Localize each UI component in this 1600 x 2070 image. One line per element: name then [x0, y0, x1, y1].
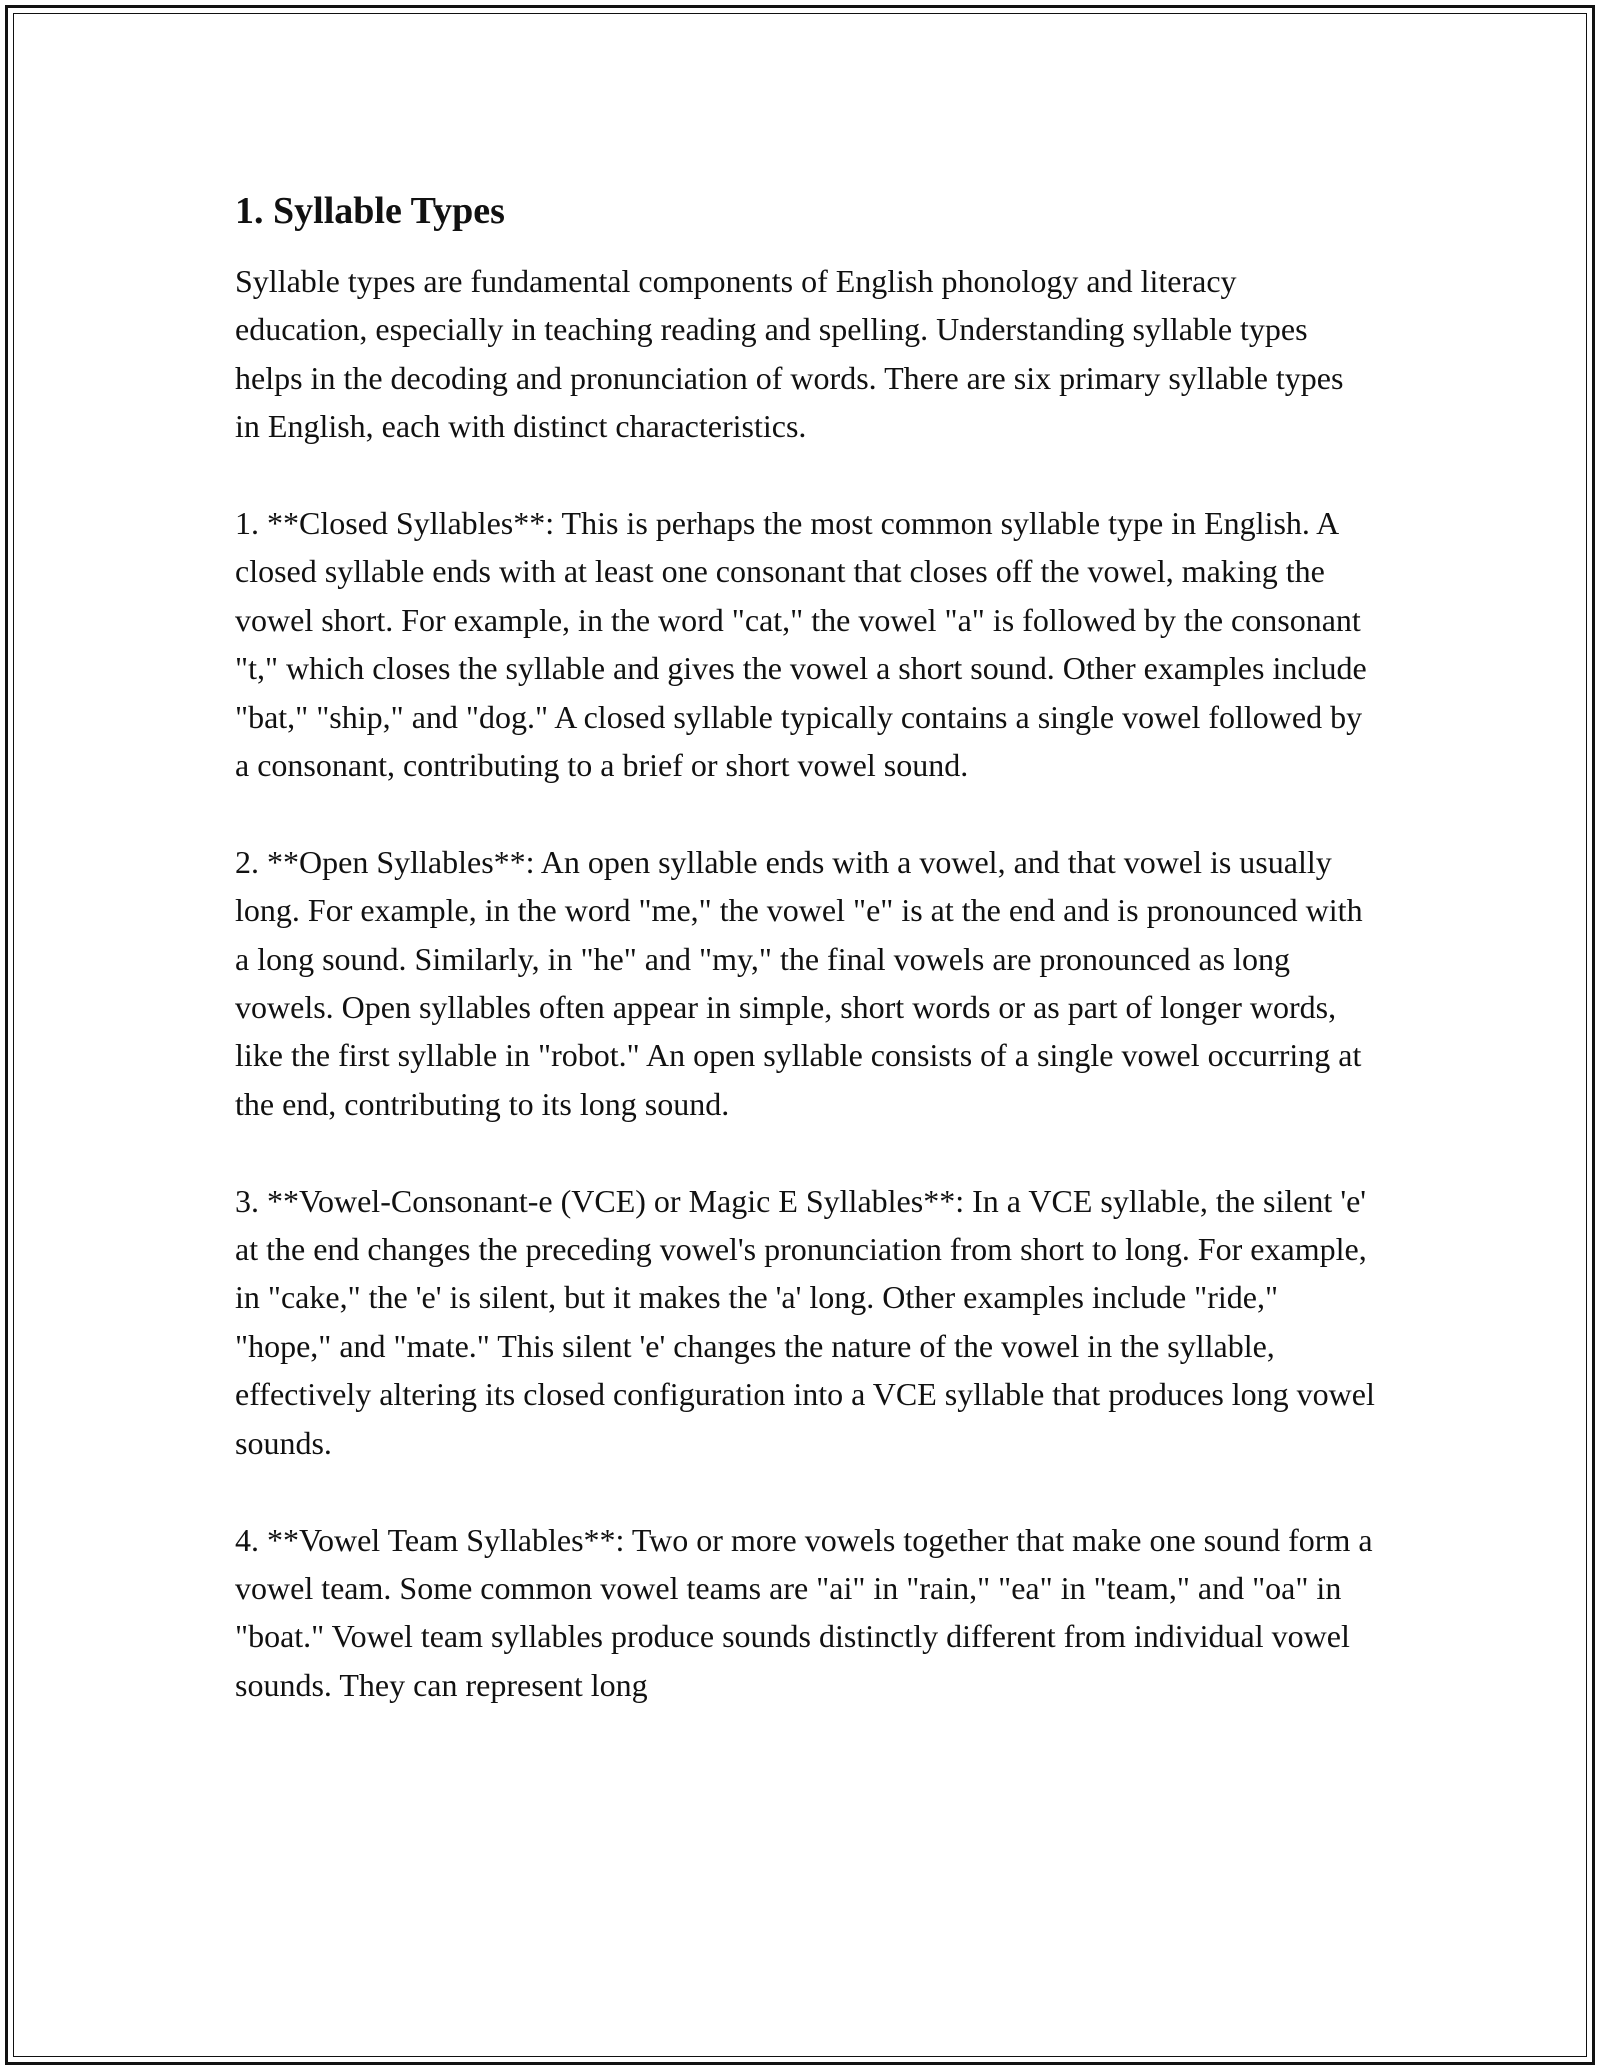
intro-paragraph: Syllable types are fundamental components of English phonology and literacy education, especially in teaching reading and spelling. Understanding syllable types helps in the decoding and pronunciation of words. There are six primary syllable types in English, each with distinct characteristics.	[235, 263, 1344, 445]
vowel-team-syllables-paragraph: 4. **Vowel Team Syllables**: Two or more vowels together that make one sound form a vowel team. Some common vowel teams are "ai" in "rain," "ea" in "team," and "oa" in "boat." Vowel team syllables produce sounds distinctly different from individual vowel sounds. They can represent long	[235, 1521, 1373, 1703]
document-body	[235, 185, 1375, 1758]
closed-syllables-paragraph: 1. **Closed Syllables**: This is perhaps the most common syllable type in English. A closed syllable ends with at least one consonant that closes off the vowel, making the vowel short. For example, in the word "cat," the vowel "a" is followed by the consonant "t," which closes the syllable and gives the vowel a short sound. Other examples include "bat," "ship," and "dog." A closed syllable typically contains a single vowel followed by a consonant, contributing to a brief or short vowel sound.	[235, 505, 1367, 784]
open-syllables-paragraph: 2. **Open Syllables**: An open syllable ends with a vowel, and that vowel is usually long. For example, in the word "me," the vowel "e" is at the end and is pronounced with a long sound. Similarly, in "he" and "my," the final vowels are pronounced as long vowels. Open syllables often appear in simple, short words or as part of longer words, like the first syllable in "robot." An open syllable consists of a single vowel occurring at the end, contributing to its long sound.	[235, 843, 1363, 1122]
vce-syllables-paragraph: 3. **Vowel-Consonant-e (VCE) or Magic E Syllables**: In a VCE syllable, the silent 'e' at the end changes the preceding vowel's pronunciation from short to long. For example, in "cake," the 'e' is silent, but it makes the 'a' long. Other examples include "ride," "hope," and "mate." This silent 'e' changes the nature of the vowel in the syllable, effectively altering its closed configuration into a VCE syllable that produces long vowel sounds.	[235, 1182, 1375, 1461]
section-heading: 1. Syllable Types	[235, 190, 505, 232]
